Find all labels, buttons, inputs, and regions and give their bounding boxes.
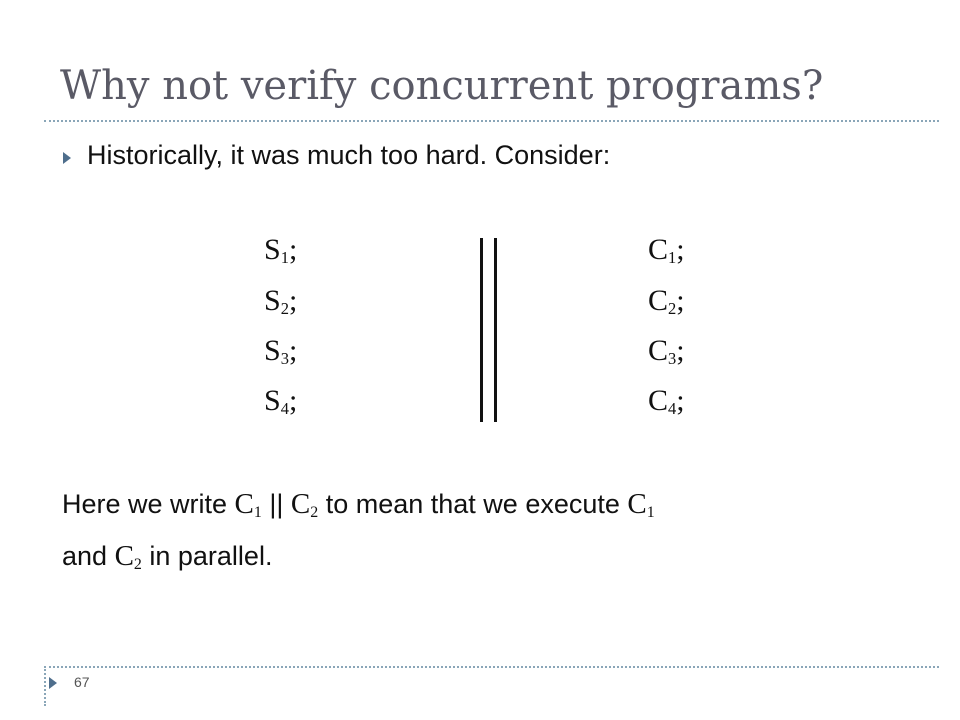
explanation-line-1: Here we write $C_1$ || $C_2$ to mean that we execute $C_1$ [62, 488, 655, 521]
math-var: $C_1$ [627, 488, 655, 521]
right-statement-1: $C_1$; [648, 233, 685, 268]
footer-vertical-rule [44, 666, 46, 706]
math-var: $C_2$ [114, 540, 142, 573]
slide-title: Why not verify concurrent programs? [60, 63, 824, 109]
right-statement-3: $C_3$; [648, 334, 685, 369]
bullet-arrow-icon [63, 152, 71, 164]
left-statement-3: $S_3$; [264, 334, 298, 369]
right-statement-4: $C_4$; [648, 384, 685, 419]
left-statement-4: $S_4$; [264, 384, 298, 419]
left-statement-2: $S_2$; [264, 284, 298, 319]
explanation-line-2: and $C_2$ in parallel. [62, 540, 273, 573]
title-divider [44, 120, 939, 122]
footer-arrow-icon [49, 677, 57, 689]
bullet-text: Historically, it was much too hard. Consider: [87, 140, 611, 170]
parallel-bar-left [480, 238, 483, 422]
left-statement-1: $S_1$; [264, 233, 298, 268]
math-var: $C_1$ [234, 488, 262, 521]
math-var: $C_2$ [290, 488, 319, 521]
right-statement-2: $C_2$; [648, 284, 685, 319]
parallel-bar-right [494, 238, 497, 422]
page-number: 67 [74, 674, 90, 690]
footer-divider [44, 666, 939, 668]
